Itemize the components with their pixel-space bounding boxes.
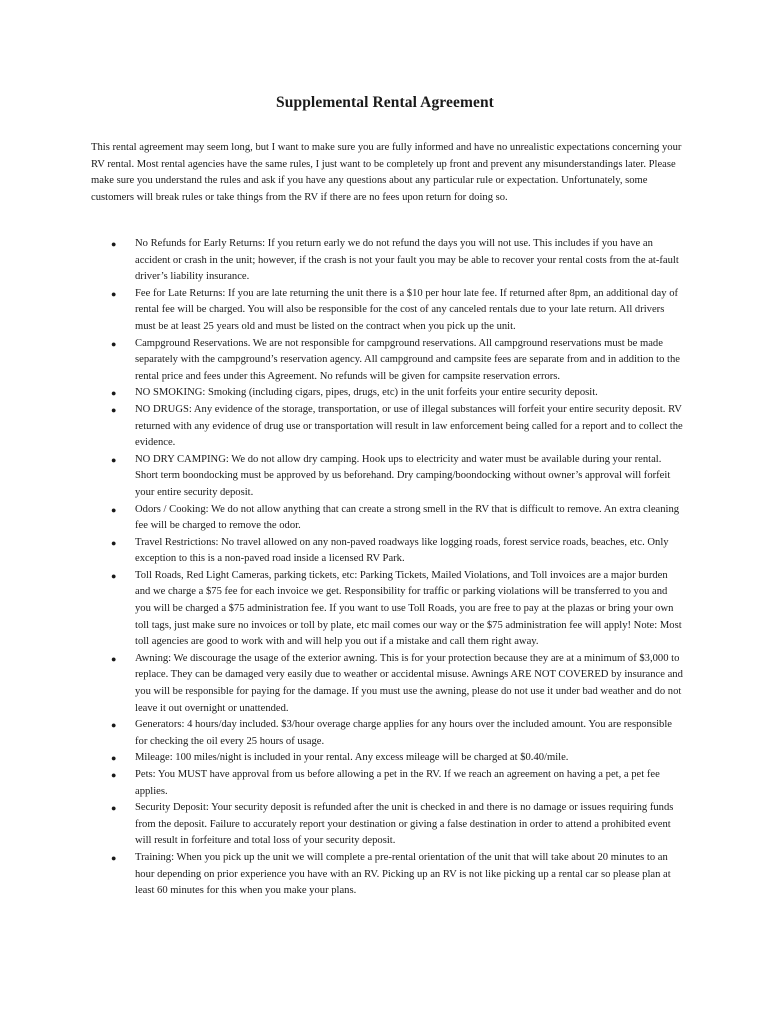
rule-text: Travel Restrictions: No travel allowed on any non-paved roadways like logging roads, forest service roads, beaches, etc. Only exception to this is a non-paved road inside a licensed RV Park. bbox=[135, 536, 669, 565]
rule-item bbox=[91, 750, 683, 767]
document-title: Supplemental Rental Agreement bbox=[276, 94, 494, 111]
bullet-icon: ● bbox=[111, 537, 117, 548]
bullet-icon: ● bbox=[111, 570, 117, 581]
rule-text: Training: When you pick up the unit we will complete a pre-rental orientation of the unit that will take about 20 minutes to an hour depending on prior experience you have with an RV. Picking up an RV is not like picking up a rental car so please plan at least 60 minutes for this when you make your plans. bbox=[135, 851, 671, 897]
rule-text: NO SMOKING: Smoking (including cigars, pipes, drugs, etc) in the unit forfeits your entire security deposit. bbox=[135, 387, 598, 399]
rule-text: Fee for Late Returns: If you are late returning the unit there is a $10 per hour late fee. If returned after 8pm, an additional day of rental fee will be charged. You will also be responsible for the cost of any canceled rentals due to your late return. All drivers must be at least 25 years old and must be listed on the contract when you pick up the unit. bbox=[135, 287, 679, 332]
bullet-icon: ● bbox=[111, 803, 117, 814]
rule-item bbox=[91, 535, 683, 568]
rule-item bbox=[91, 236, 683, 286]
rule-text: Pets: You MUST have approval from us before allowing a pet in the RV. If we reach an agreement on having a pet, a pet fee applies. bbox=[135, 769, 660, 797]
rule-text: Security Deposit: Your security deposit is refunded after the unit is checked in and there is no damage or issues requiring funds from the deposit. Failure to accurately report your destination or giving a false destination in order to attend a prohibited event will result in forfeiture and total loss of your security deposit. bbox=[135, 802, 674, 847]
rule-text: Toll Roads, Red Light Cameras, parking tickets, etc: Parking Tickets, Mailed Violations, and Toll invoices are a major burden and we charge a $75 fee for each invoice we get. Responsibility for traffic or parking violations will be transferred to you and you will be charged a $75 administration fee. If you want to use Toll Roads, you are free to pay at the plazas or bring your own toll tags, just make sure no invoices or toll by plate, etc mail comes our way or the $75 administration fee will apply! Note: Most toll agencies are good to work with and will help you out if a mistake and call them right away. bbox=[135, 569, 682, 648]
rule-item bbox=[91, 402, 683, 452]
rule-item bbox=[91, 651, 683, 717]
rule-item bbox=[91, 568, 683, 651]
rule-item bbox=[91, 800, 683, 850]
bullet-icon: ● bbox=[111, 720, 117, 731]
rule-text: Mileage: 100 miles/night is included in your rental. Any excess mileage will be charged at $0.40/mile. bbox=[135, 752, 569, 764]
bullet-icon: ● bbox=[111, 852, 117, 863]
bullet-icon: ● bbox=[111, 753, 117, 764]
bullet-icon: ● bbox=[111, 404, 117, 415]
bullet-icon: ● bbox=[111, 388, 117, 399]
rules-list bbox=[91, 236, 683, 900]
bullet-icon: ● bbox=[111, 504, 117, 515]
bullet-icon: ● bbox=[111, 239, 117, 249]
rule-item bbox=[91, 767, 683, 800]
bullet-icon: ● bbox=[111, 338, 117, 349]
rule-text: Campground Reservations. We are not responsible for campground reservations. All campground reservations must be made separately with the campground’s reservation agency. All campground and campsite fees are separate from and in addition to the rental price and fees under this Agreement. No refunds will be given for campsite reservation errors. bbox=[135, 337, 680, 382]
rule-item bbox=[91, 286, 683, 336]
rule-item bbox=[91, 850, 683, 900]
rule-text: NO DRY CAMPING: We do not allow dry camping. Hook ups to electricity and water must be available during your rental. Short term boondocking must be approved by us beforehand. Dry camping/boondocking without owner’s approval will forfeit your entire security deposit. bbox=[135, 453, 671, 498]
bullet-icon: ● bbox=[111, 770, 117, 780]
bullet-icon: ● bbox=[111, 454, 117, 465]
rule-text: Awning: We discourage the usage of the exterior awning. This is for your protection because they are at a minimum of $3,000 to replace. They can be damaged very easily due to weather or accidental misuse. Awnings ARE NOT COVERED by insurance and you will be responsible for paying for the damage. If you must use the awning, please do not use it under bad weather and do not leave it out overnight or unattended. bbox=[135, 652, 683, 714]
rule-text: Generators: 4 hours/day included. $3/hour overage charge applies for any hours over the included amount. You are responsible for checking the oil every 25 hours of usage. bbox=[135, 719, 672, 747]
rule-text: NO DRUGS: Any evidence of the storage, transportation, or use of illegal substances will forfeit your entire security deposit. RV returned with any evidence of drug use or transportation will result in law enforcement being called for a report and to collect the evidence. bbox=[135, 403, 683, 449]
rule-item bbox=[91, 336, 683, 386]
rule-text: Odors / Cooking: We do not allow anything that can create a strong smell in the RV that is difficult to remove. An extra cleaning fee will be charged to remove the odor. bbox=[135, 503, 680, 532]
bullet-icon: ● bbox=[111, 653, 117, 664]
rule-item bbox=[91, 385, 683, 402]
rule-item bbox=[91, 452, 683, 502]
rule-item bbox=[91, 502, 683, 535]
bullet-icon: ● bbox=[111, 288, 117, 299]
intro-paragraph: This rental agreement may seem long, but I want to make sure you are fully informed and have no unrealistic expectations concerning your RV rental. Most rental agencies have the same rules, I just want to be completely up front and prevent any misunderstandings later. Please make sure you understand the rules and ask if you have any questions about any particular rule or expectation. Unfortunately, some customers will break rules or take things from the RV if there are no fees upon return for doing so. bbox=[91, 142, 682, 203]
rule-text: No Refunds for Early Returns: If you return early we do not refund the days you will not use. This includes if you have an accident or crash in the unit; however, if the crash is not your fault you may be able to recover your rental costs from the at-fault driver’s liability insurance. bbox=[135, 238, 679, 283]
rule-item bbox=[91, 717, 683, 750]
